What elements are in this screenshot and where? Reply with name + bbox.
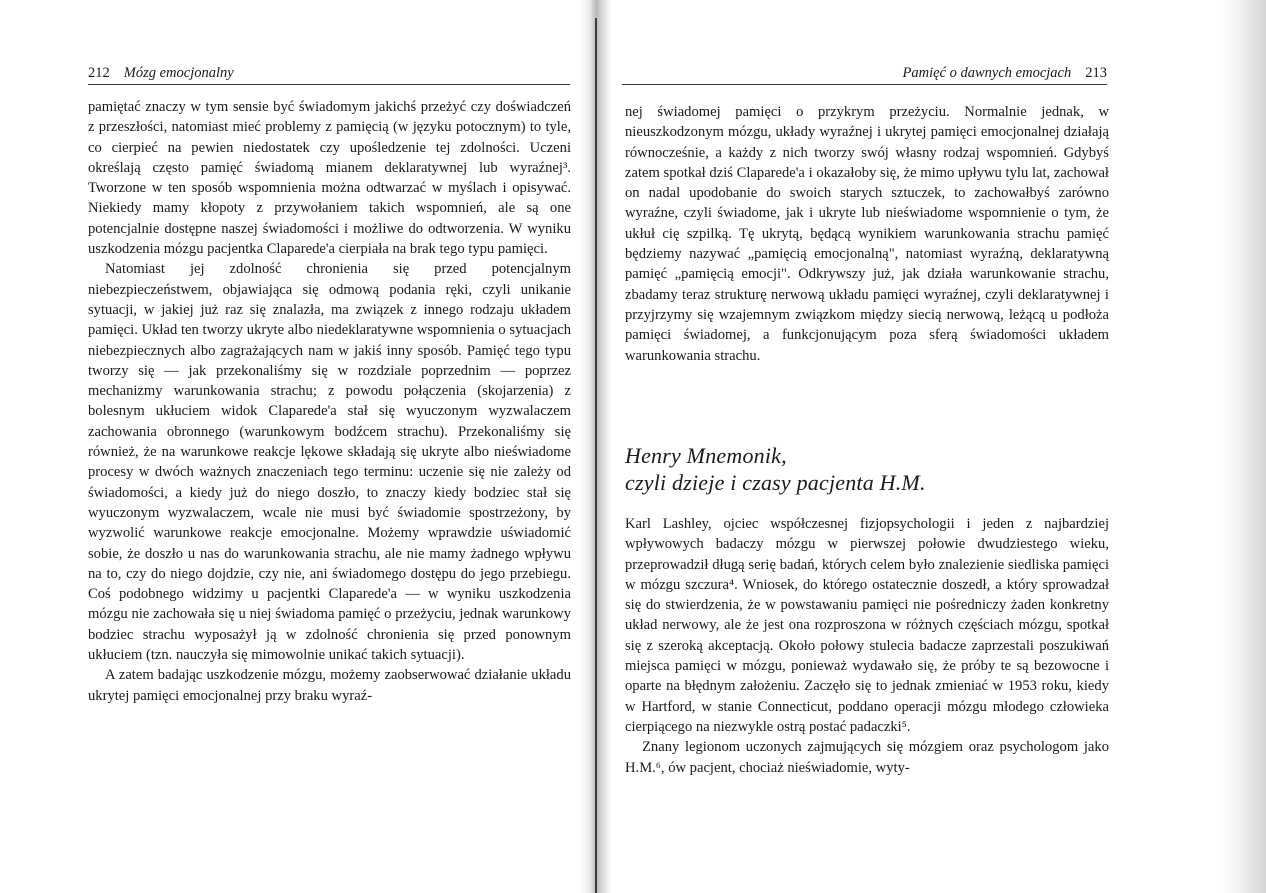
left-page-body [88, 97, 571, 706]
left-page [0, 0, 580, 893]
section-paragraph-2: Znany legionom uczonych zajmujących się mózgiem oraz psychologom jako H.M.⁶, ów pacjent, chociaż nieświadomie, wyty- [625, 739, 1109, 776]
left-paragraph-3: A zatem badając uszkodzenie mózgu, możemy zaobserwować działanie układu ukrytej pamięci emocjonalnej przy braku wyraź- [88, 667, 571, 704]
right-page-header [622, 64, 1107, 85]
left-running-title: Mózg emocjonalny [123, 65, 234, 81]
right-page-number: 213 [1085, 65, 1107, 81]
left-paragraph-2: Natomiast jej zdolność chronienia się przed potencjalnym niebezpieczeństwem, objawiająca się odmową podania ręki, czyli unikanie sytuacji, w jakiej już raz się znalazła, ma związek z innego rodzaju układem pamięci. Układ ten tworzy ukryte albo niedeklaratywne wspomnienia o sytuacjach niebezpiecznych albo zagrażających nam w jakiś inny sposób. Pamięć tego typu tworzy się — jak przekonaliśmy się w rozdziale poprzednim — poprzez mechanizmy warunkowania strachu; z powodu połączenia (skojarzenia) z bolesnym ukłuciem widok Claparede'a stał się wyuczonym wyzwalaczem zachowania obronnego (warunkowym bodźcem strachu). Przekonaliśmy się również, że na warunkowe reakcje lękowe składają się ukryte albo nieświadome procesy w dwóch ważnych znaczeniach tego terminu: uczenie się nie zależy od świadomości, a kiedy już do niego doszło, to znaczy kiedy bodziec stał się wyuczonym wyzwalaczem, wcale nie musi być świadomie spostrzeżony, by wyzwolić warunkowe reakcje emocjonalne. Możemy wprawdzie uświadomić sobie, że doszło u nas do warunkowania strachu, ale nie mamy żadnego wpływu na to, czy do niego dojdzie, czy nie, ani świadomego dostępu do jego przebiegu. Coś podobnego widzimy u pacjentki Claparede'a — w wyniku uszkodzenia mózgu nie zachowała się u niej świadoma pamięć o przeżyciu, jednak warunkowy bodziec strachu wyposażył ją w zdolność chronienia się przed ponownym ukłuciem (tzn. nauczyła się mimowolnie unikać takich sytuacji). [88, 261, 571, 664]
right-paragraph-1: nej świadomej pamięci o przykrym przeżyciu. Normalnie jednak, w nieuszkodzonym mózgu, układy wyraźnej i ukrytej pamięci emocjonalnej działają równocześnie, a każdy z nich tworzy swój własny rodzaj wspomnień. Gdybyś zatem spotkał dziś Claparede'a i okazałoby się, że mimo upływu tylu lat, zachował on nadal upodobanie do swoich starych sztuczek, to zachowałbyś zarówno wyraźne, czyli świadome, jak i ukryte lub nieświadome wspomnienie o tym, że ukłuł cię szpilką. Tę ukrytą, będącą wynikiem warunkowania strachu pamięć będziemy nazywać „pamięcią emocjonalną", natomiast wyraźną, deklaratywną pamięć „pamięcią emocji". Odkrywszy już, jak działa warunkowanie strachu, zbadamy teraz strukturę nerwową układu pamięci wyraźnej, czyli deklaratywnej i przyjrzymy się wzajemnym związkom między siecią nerwową, leżącą u podłoża pamięci świadomej, a funkcjonującym poza sferą świadomości układem warunkowania strachu. [625, 104, 1109, 364]
left-page-number: 212 [88, 65, 110, 81]
left-paragraph-1: pamiętać znaczy w tym sensie być świadomym jakichś przeżyć czy doświadczeń z przeszłości, natomiast mieć problemy z pamięcią (w języku potocznym) to tyle, co cierpieć na pewien niedostatek czy upośledzenie tej zdolności. Uczeni określają często pamięć świadomą mianem deklaratywnej lub wyraźnej³. Tworzone w ten sposób wspomnienia można odtwarzać w myślach i opisywać. Niekiedy mamy kłopoty z przywołaniem takich wspomnień, ale są one potencjalnie dostępne naszej świadomości i możliwe do odtworzenia. W wyniku uszkodzenia mózgu pacjentka Claparede'a cierpiała na brak tego typu pamięci. [88, 99, 571, 258]
section-heading-line-1: Henry Mnemonik, [625, 443, 787, 468]
page-edge-shadow [1222, 0, 1266, 893]
gutter-fold-line [595, 18, 597, 893]
section-paragraph-1: Karl Lashley, ojciec współczesnej fizjopsychologii i jeden z najbardziej wpływowych badaczy mózgu w pierwszej połowie dwudziestego wieku, przeprowadził długą serię badań, których celem było znalezienie siedliska pamięci w mózgu szczura⁴. Wniosek, do którego ostatecznie doszedł, a który sprowadzał się do stwierdzenia, że w powstawaniu pamięci nie pośredniczy żaden konkretny układ nerwowy, ale że jest ona rozproszona w różnych częściach mózgu, spotkał się z szeroką akceptacją. Około połowy stulecia badacze zaprzestali poszukiwań miejsca pamięci w mózgu, ponieważ wydawało się, że próby te są bezowocne i oparte na błędnym założeniu. Zaczęło się to jednak zmieniać w 1953 roku, kiedy w Hartford, w stanie Connecticut, poddano operacji mózgu młodego człowieka cierpiącego na niezwykle ostrą postać padaczki⁵. [625, 516, 1109, 735]
section-heading-line-2: czyli dzieje i czasy pacjenta H.M. [625, 470, 926, 495]
right-page [612, 0, 1222, 893]
left-page-header [88, 64, 570, 85]
section-heading [625, 442, 1109, 496]
right-running-title: Pamięć o dawnych emocjach [902, 65, 1072, 81]
right-page-body-top [625, 102, 1109, 366]
right-page-body-section [625, 514, 1109, 778]
